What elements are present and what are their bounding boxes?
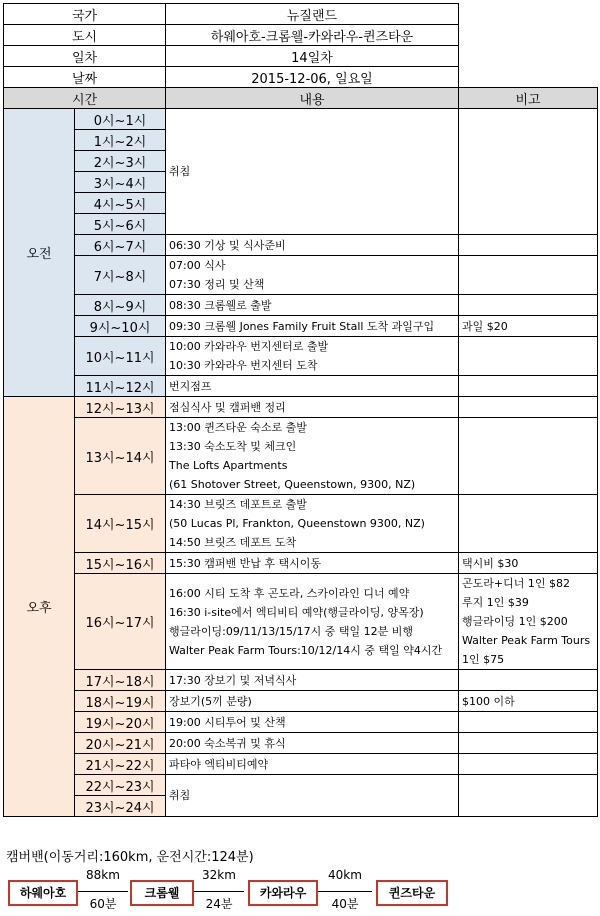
- note-line: 루지 1인 $39: [462, 596, 529, 609]
- content-cell: [166, 691, 459, 712]
- info-row-day: [4, 46, 598, 67]
- schedule-row: [4, 316, 598, 337]
- note-cell: [459, 775, 598, 817]
- date-value: 2015-12-06, 일요일: [166, 67, 459, 88]
- content-line: 15:30 캠퍼밴 반납 후 택시이동: [169, 556, 321, 570]
- note-line: 곤도라+디너 1인 $82: [462, 577, 570, 590]
- content-line: 파타야 엑티비티예약: [169, 757, 269, 771]
- note-cell: [459, 316, 598, 337]
- schedule-row: [4, 574, 598, 670]
- info-row-country: [4, 4, 598, 25]
- note-cell: [459, 712, 598, 733]
- content-cell: [166, 775, 459, 817]
- note-cell: [459, 256, 598, 295]
- note-cell: [459, 754, 598, 775]
- country-value: 뉴질랜드: [166, 4, 459, 25]
- route-leg-3-distance: 40km: [328, 868, 362, 882]
- note-cell: [459, 397, 598, 418]
- content-line: 09:30 크롬웰 Jones Family Fruit Stall 도착 과일구입: [169, 319, 435, 333]
- schedule-row: [4, 733, 598, 754]
- time-slot: 15시~16시: [75, 553, 166, 574]
- route-stop-hawea: 하웨아호: [8, 880, 78, 906]
- city-label: 도시: [4, 25, 166, 46]
- content-cell: [166, 733, 459, 754]
- date-label: 날짜: [4, 67, 166, 88]
- content-line: 16:00 시티 도착 후 곤도라, 스카이라인 디너 예약: [169, 586, 410, 600]
- route-leg-3-line: [318, 891, 372, 892]
- note-cell: [459, 418, 598, 495]
- time-slot: 17시~18시: [75, 670, 166, 691]
- schedule-row: [4, 712, 598, 733]
- note-column-header: 비고: [459, 88, 598, 109]
- time-slot: 7시~8시: [75, 256, 166, 295]
- time-slot: 11시~12시: [75, 376, 166, 397]
- route-leg-2-time: 24분: [205, 897, 233, 911]
- note-cell: [459, 553, 598, 574]
- content-line: 13:00 퀸즈타운 숙소로 출발: [169, 421, 307, 434]
- column-header-row: [4, 88, 598, 109]
- content-cell: [166, 316, 459, 337]
- time-slot: 22시~23시: [75, 775, 166, 796]
- content-cell: [166, 574, 459, 670]
- route-leg-1-time: 60분: [89, 897, 117, 911]
- schedule-row: [4, 670, 598, 691]
- content-line: 17:30 장보기 및 저녁식사: [169, 673, 297, 687]
- schedule-row: [4, 775, 598, 796]
- content-line: 취침: [169, 165, 191, 178]
- schedule-row: [4, 553, 598, 574]
- content-line: 16:30 i-site에서 엑티비티 예약(행글라이딩, 양목장): [169, 605, 424, 619]
- city-value: 하웨아호-크롬웰-카와라우-퀸즈타운: [166, 25, 459, 46]
- route-stop-kawarau: 카와라우: [248, 880, 318, 906]
- time-slot: 8시~9시: [75, 295, 166, 316]
- note-cell: [459, 337, 598, 376]
- route-stop-queenstown: 퀸즈타운: [376, 880, 448, 906]
- note-cell: [459, 691, 598, 712]
- period-am-label: 오전: [4, 109, 75, 397]
- time-column-header: 시간: [4, 88, 166, 109]
- route-stop-cromwell: 크롬웰: [130, 880, 194, 906]
- time-slot: 9시~10시: [75, 316, 166, 337]
- content-line: 07:30 정리 및 산책: [169, 278, 265, 291]
- route-diagram: [0, 868, 600, 916]
- schedule-row: [4, 754, 598, 775]
- period-pm-label: 오후: [4, 397, 75, 817]
- content-cell: [166, 337, 459, 376]
- schedule-row: [4, 376, 598, 397]
- note-line: 과일 $20: [462, 319, 508, 333]
- content-line: 10:30 카와라우 번지센터 도착: [169, 359, 318, 372]
- time-slot: 4시~5시: [75, 193, 166, 214]
- info-row-date: [4, 67, 598, 88]
- content-line: 14:30 브릿즈 데포트로 출발: [169, 498, 307, 511]
- note-line: 행글라이딩 1인 $200: [462, 615, 568, 628]
- schedule-row: [4, 691, 598, 712]
- country-label: 국가: [4, 4, 166, 25]
- content-line: 행글라이딩:09/11/13/15/17시 중 택일 12분 비행: [169, 624, 414, 638]
- content-cell: [166, 256, 459, 295]
- schedule-row: [4, 337, 598, 376]
- content-cell: [166, 553, 459, 574]
- time-slot: 20시~21시: [75, 733, 166, 754]
- content-cell: [166, 397, 459, 418]
- route-leg-1-distance: 88km: [86, 868, 120, 882]
- time-slot: 10시~11시: [75, 337, 166, 376]
- schedule-row: [4, 397, 598, 418]
- note-line: $100 이하: [462, 694, 515, 708]
- content-cell: [166, 754, 459, 775]
- note-cell: [459, 109, 598, 235]
- content-cell: [166, 712, 459, 733]
- note-cell: [459, 495, 598, 553]
- content-cell: [166, 670, 459, 691]
- time-slot: 0시~1시: [75, 109, 166, 130]
- info-row-city: [4, 25, 598, 46]
- content-line: 번지점프: [169, 379, 212, 393]
- content-cell: [166, 295, 459, 316]
- drive-summary-title: 캠버밴(이동거리:160km, 운전시간:124분): [6, 850, 254, 865]
- schedule-row: [4, 109, 598, 130]
- time-slot: 3시~4시: [75, 172, 166, 193]
- time-slot: 2시~3시: [75, 151, 166, 172]
- schedule-row: [4, 295, 598, 316]
- content-cell: [166, 376, 459, 397]
- note-cell: [459, 235, 598, 256]
- time-slot: 12시~13시: [75, 397, 166, 418]
- content-line: 점심식사 및 캠퍼밴 정리: [169, 400, 286, 414]
- time-slot: 14시~15시: [75, 495, 166, 553]
- content-cell: [166, 109, 459, 235]
- route-leg-2-distance: 32km: [202, 868, 236, 882]
- note-cell: [459, 574, 598, 670]
- note-cell: [459, 295, 598, 316]
- time-slot: 23시~24시: [75, 796, 166, 817]
- day-value: 14일차: [166, 46, 459, 67]
- content-line: 19:00 시티투어 및 산책: [169, 715, 286, 729]
- content-cell: [166, 235, 459, 256]
- day-label: 일차: [4, 46, 166, 67]
- schedule-row: [4, 418, 598, 495]
- content-line: 06:30 기상 및 식사준비: [169, 238, 286, 252]
- time-slot: 1시~2시: [75, 130, 166, 151]
- route-leg-3-time: 40분: [331, 897, 359, 911]
- content-line: (50 Lucas Pl, Frankton, Queenstown 9300, NZ): [169, 517, 425, 530]
- route-leg-1-line: [78, 891, 128, 892]
- schedule-row: [4, 256, 598, 295]
- time-slot: 19시~20시: [75, 712, 166, 733]
- time-slot: 16시~17시: [75, 574, 166, 670]
- content-line: The Lofts Apartments: [169, 459, 288, 472]
- route-leg-2-line: [194, 891, 244, 892]
- note-line: 택시비 $30: [462, 556, 519, 570]
- time-slot: 18시~19시: [75, 691, 166, 712]
- schedule-row: [4, 235, 598, 256]
- content-line: Walter Peak Farm Tours:10/12/14시 중 택일 약4시간: [169, 643, 443, 657]
- content-line: 07:00 식사: [169, 259, 226, 272]
- schedule-table: [3, 3, 598, 817]
- content-line: 20:00 숙소복귀 및 휴식: [169, 736, 286, 750]
- content-line: 13:30 숙소도착 및 체크인: [169, 440, 297, 453]
- time-slot: 21시~22시: [75, 754, 166, 775]
- content-line: 장보기(5끼 분량): [169, 694, 252, 708]
- time-slot: 6시~7시: [75, 235, 166, 256]
- content-line: 08:30 크롬웰로 출발: [169, 298, 272, 312]
- content-cell: [166, 418, 459, 495]
- note-line: Walter Peak Farm Tours: [462, 634, 591, 647]
- content-line: 10:00 카와라우 번지센터로 출발: [169, 340, 329, 353]
- time-slot: 13시~14시: [75, 418, 166, 495]
- content-cell: [166, 495, 459, 553]
- note-line: 1인 $75: [462, 653, 505, 666]
- content-line: 취침: [169, 789, 191, 802]
- content-line: (61 Shotover Street, Queenstown, 9300, NZ): [169, 478, 416, 491]
- note-cell: [459, 670, 598, 691]
- content-column-header: 내용: [166, 88, 459, 109]
- note-cell: [459, 376, 598, 397]
- time-slot: 5시~6시: [75, 214, 166, 235]
- content-line: 14:50 브릿즈 데포트 도착: [169, 536, 297, 549]
- note-cell: [459, 733, 598, 754]
- schedule-row: [4, 495, 598, 553]
